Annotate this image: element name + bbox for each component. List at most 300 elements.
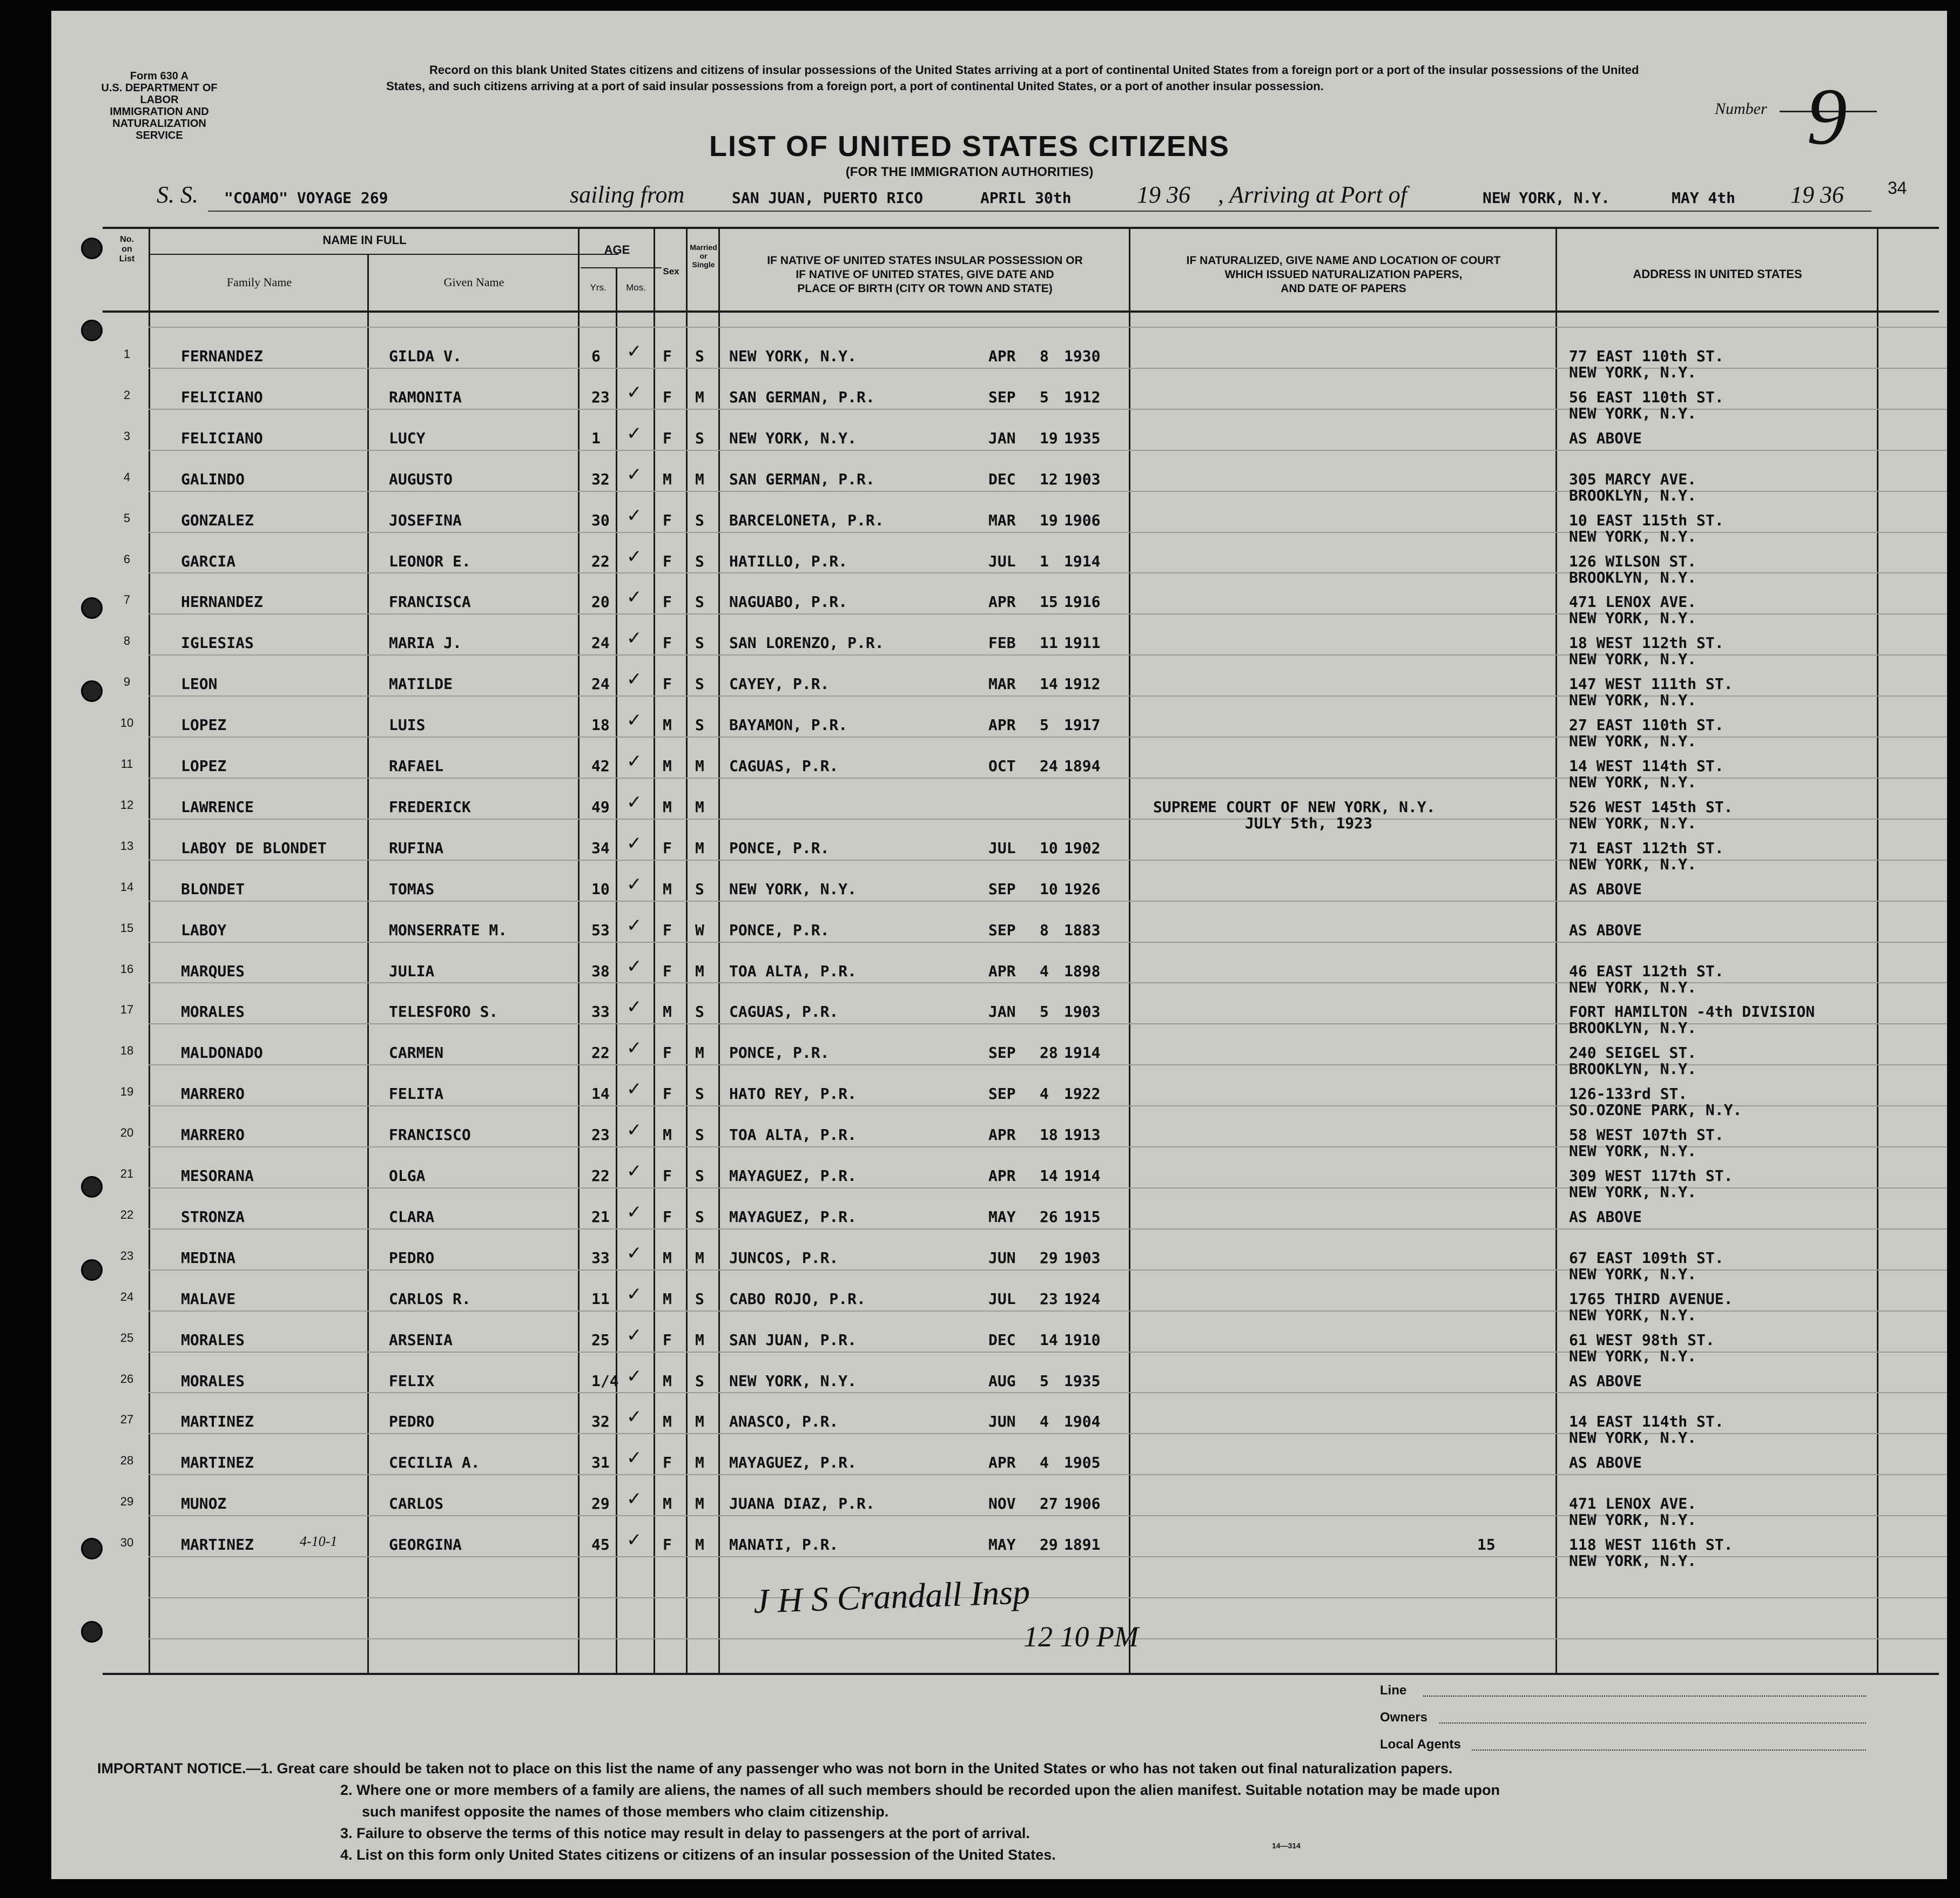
address-line-2: SO.OZONE PARK, N.Y. xyxy=(1569,1101,1742,1119)
birth-place: NAGUABO, P.R. xyxy=(729,593,848,611)
address-line-2: NEW YORK, N.Y. xyxy=(1569,363,1697,381)
table-row xyxy=(51,829,1947,873)
family-name: GONZALEZ xyxy=(181,511,254,529)
age-years: 18 xyxy=(591,716,610,734)
header-name-in-full: NAME IN FULL xyxy=(322,233,407,247)
birth-year: 1903 xyxy=(1064,470,1101,488)
table-row xyxy=(51,747,1947,791)
age-years: 32 xyxy=(591,470,610,488)
birth-month: NOV xyxy=(988,1495,1016,1513)
given-name: CARLOS R. xyxy=(389,1289,471,1308)
given-name: TELESFORO S. xyxy=(389,1003,499,1021)
birth-place: ANASCO, P.R. xyxy=(729,1413,839,1431)
address-line-2: NEW YORK, N.Y. xyxy=(1569,1142,1697,1160)
birth-month: AUG xyxy=(988,1372,1016,1390)
age-years: 45 xyxy=(591,1536,610,1554)
family-name: MALDONADO xyxy=(181,1044,263,1062)
binder-hole xyxy=(81,238,103,259)
family-name: FELICIANO xyxy=(181,429,263,447)
address-line-1: 305 MARCY AVE. xyxy=(1569,470,1697,488)
family-name: LEON xyxy=(181,675,218,693)
birth-place: PONCE, P.R. xyxy=(729,1044,830,1062)
family-name: LAWRENCE xyxy=(181,798,254,816)
row-number: 26 xyxy=(120,1372,134,1386)
birth-place: SAN GERMAN, P.R. xyxy=(729,470,875,488)
row-number: 20 xyxy=(120,1126,134,1140)
notice-lead: IMPORTANT NOTICE.—1. xyxy=(97,1760,273,1777)
birth-month: FEB xyxy=(988,634,1016,652)
age-months: ✓ xyxy=(627,1488,642,1510)
sex: M xyxy=(663,1413,672,1431)
address-line-2: AS ABOVE xyxy=(1569,429,1642,447)
marital-status: M xyxy=(695,1536,704,1554)
sex: F xyxy=(663,1044,672,1062)
sailing-from-label: sailing from xyxy=(570,181,685,208)
family-name: STRONZA xyxy=(181,1207,245,1226)
family-name: MARRERO xyxy=(181,1085,245,1103)
form-number-block xyxy=(100,70,219,141)
age-months: ✓ xyxy=(627,751,642,772)
given-name: OLGA xyxy=(389,1167,426,1185)
address-line-1: 240 SEIGEL ST. xyxy=(1569,1044,1697,1062)
address-line-2: NEW YORK, N.Y. xyxy=(1569,1306,1697,1324)
age-years: 22 xyxy=(591,1167,610,1185)
birth-place: TOA ALTA, P.R. xyxy=(729,1126,857,1144)
row-number: 25 xyxy=(120,1330,134,1345)
sex: M xyxy=(663,470,672,488)
birth-month: JAN xyxy=(988,429,1016,447)
age-months: ✓ xyxy=(627,1201,642,1223)
sex: F xyxy=(663,1085,672,1103)
marital-status: S xyxy=(695,593,704,611)
row-number: 28 xyxy=(120,1454,134,1468)
age-years: 23 xyxy=(591,388,610,406)
table-row xyxy=(51,624,1947,668)
birth-day: 24 xyxy=(1040,757,1058,775)
family-name: FELICIANO xyxy=(181,388,263,406)
row-number: 7 xyxy=(123,593,131,607)
birth-place: TOA ALTA, P.R. xyxy=(729,962,857,980)
age-months: ✓ xyxy=(627,1242,642,1264)
header-years: Yrs. xyxy=(590,282,607,293)
row-number: 17 xyxy=(120,1003,134,1017)
birth-month: SEP xyxy=(988,1085,1016,1103)
family-name: MARQUES xyxy=(181,962,245,980)
family-name: MORALES xyxy=(181,1330,245,1349)
age-years: 34 xyxy=(591,839,610,857)
birth-day: 14 xyxy=(1040,675,1058,693)
line-label: Line xyxy=(1380,1683,1407,1698)
header-family-name: Family Name xyxy=(226,275,292,289)
row-number: 27 xyxy=(120,1413,134,1427)
marital-status: S xyxy=(695,1167,704,1185)
age-months: ✓ xyxy=(627,1078,642,1100)
family-name: MARRERO xyxy=(181,1126,245,1144)
marital-status: M xyxy=(695,962,704,980)
birth-year: 1926 xyxy=(1064,880,1101,898)
address-line-1: 14 WEST 114th ST. xyxy=(1569,757,1724,775)
table-row xyxy=(51,1116,1947,1160)
header-married-single: Married or Single xyxy=(690,243,717,269)
birth-year: 1915 xyxy=(1064,1207,1101,1226)
address-line-1: 1765 THIRD AVENUE. xyxy=(1569,1289,1733,1308)
agency-line-1: IMMIGRATION AND xyxy=(110,106,209,118)
birth-month: JUL xyxy=(988,552,1016,570)
age-years: 10 xyxy=(591,880,610,898)
age-months: ✓ xyxy=(627,422,642,444)
row-number: 22 xyxy=(120,1207,134,1221)
birth-month: APR xyxy=(988,716,1016,734)
age-years: 32 xyxy=(591,1413,610,1431)
arriving-label: , Arriving at Port of xyxy=(1218,181,1407,208)
sex: F xyxy=(663,1330,672,1349)
given-name: LUCY xyxy=(389,429,426,447)
marital-status: M xyxy=(695,1413,704,1431)
birth-year: 1916 xyxy=(1064,593,1101,611)
birth-year: 1935 xyxy=(1064,1372,1101,1390)
age-months: ✓ xyxy=(627,627,642,650)
sex: M xyxy=(663,1372,672,1390)
birth-day: 12 xyxy=(1040,470,1058,488)
signature-time: 12 10 PM xyxy=(1023,1620,1139,1653)
birth-day: 14 xyxy=(1040,1167,1058,1185)
birth-place: NEW YORK, N.Y. xyxy=(729,880,857,898)
birth-month: MAR xyxy=(988,511,1016,529)
family-name: LOPEZ xyxy=(181,757,227,775)
marital-status: S xyxy=(695,511,704,529)
age-months: ✓ xyxy=(627,545,642,568)
age-years: 22 xyxy=(591,1044,610,1062)
family-name: LABOY DE BLONDET xyxy=(181,839,327,857)
row-number: 16 xyxy=(120,962,134,976)
birth-month: APR xyxy=(988,1454,1016,1472)
marital-status: M xyxy=(695,1495,704,1513)
age-years: 1 xyxy=(591,429,601,447)
birth-day: 19 xyxy=(1040,511,1058,529)
family-name: IGLESIAS xyxy=(181,634,254,652)
address-line-1: 126 WILSON ST. xyxy=(1569,552,1697,570)
given-name: PEDRO xyxy=(389,1248,435,1267)
birth-year: 1883 xyxy=(1064,921,1101,939)
row-number: 10 xyxy=(120,716,134,730)
age-months: ✓ xyxy=(627,586,642,609)
birth-place: CAGUAS, P.R. xyxy=(729,1003,839,1021)
agents-label: Local Agents xyxy=(1380,1737,1461,1752)
table-row xyxy=(51,993,1947,1037)
notice-2b: such manifest opposite the names of those members who claim citizenship. xyxy=(362,1804,889,1820)
family-name: BLONDET xyxy=(181,880,245,898)
address-line-1: 526 WEST 145th ST. xyxy=(1569,798,1733,816)
row-number: 3 xyxy=(123,429,131,443)
marital-status: S xyxy=(695,1372,704,1390)
header-sex: Sex xyxy=(663,266,679,276)
sailing-port: SAN JUAN, PUERTO RICO xyxy=(732,189,924,207)
age-years: 31 xyxy=(591,1454,610,1472)
address-line-2: NEW YORK, N.Y. xyxy=(1569,773,1697,791)
birth-day: 5 xyxy=(1040,1372,1049,1390)
row-number: 1 xyxy=(123,347,131,361)
marital-status: S xyxy=(695,429,704,447)
sex: M xyxy=(663,1003,672,1021)
sailing-year: 19 36 xyxy=(1137,181,1190,208)
header-birth: IF NATIVE OF UNITED STATES INSULAR POSSESSION OR IF NATIVE OF UNITED STATES, GIVE DATE AND PLACE OF BIRTH (CITY OR TOWN AND STATE) xyxy=(767,254,1083,295)
birth-month: SEP xyxy=(988,921,1016,939)
table-row xyxy=(51,337,1947,379)
given-name: FRANCISCA xyxy=(389,593,471,611)
address-line-2: AS ABOVE xyxy=(1569,1454,1642,1472)
birth-place: NEW YORK, N.Y. xyxy=(729,347,857,365)
marital-status: S xyxy=(695,1207,704,1226)
voyage-underline xyxy=(208,211,1871,212)
given-name: MATILDE xyxy=(389,675,453,693)
given-name: RAFAEL xyxy=(389,757,444,775)
birth-year: 1917 xyxy=(1064,716,1101,734)
family-name: LOPEZ xyxy=(181,716,227,734)
table-row xyxy=(51,1362,1947,1403)
given-name: LUIS xyxy=(389,716,426,734)
ship-name: "COAMO" VOYAGE 269 xyxy=(224,189,388,207)
table-row xyxy=(51,1444,1947,1485)
given-name: AUGUSTO xyxy=(389,470,453,488)
table-row xyxy=(51,1034,1947,1078)
birth-month: JUL xyxy=(988,839,1016,857)
family-name: MARTINEZ xyxy=(181,1413,254,1431)
family-name: MARTINEZ xyxy=(181,1536,254,1554)
birth-year: 1914 xyxy=(1064,552,1101,570)
marital-status: S xyxy=(695,1126,704,1144)
address-line-1: 18 WEST 112th ST. xyxy=(1569,634,1724,652)
age-years: 29 xyxy=(591,1495,610,1513)
header-no-on-list: No. on List xyxy=(119,235,135,264)
table-row xyxy=(51,379,1947,420)
birth-place: HATO REY, P.R. xyxy=(729,1085,857,1103)
owners-field xyxy=(1439,1723,1866,1724)
given-name: GEORGINA xyxy=(389,1536,462,1554)
table-row xyxy=(51,706,1947,751)
given-name: MONSERRATE M. xyxy=(389,921,508,939)
address-line-1: 71 EAST 112th ST. xyxy=(1569,839,1724,857)
sex: M xyxy=(663,1289,672,1308)
address-line-2: NEW YORK, N.Y. xyxy=(1569,1552,1697,1570)
age-years: 49 xyxy=(591,798,610,816)
age-months: ✓ xyxy=(627,791,642,813)
arrival-port: NEW YORK, N.Y. xyxy=(1483,189,1611,207)
table-row xyxy=(51,953,1947,994)
table-row xyxy=(51,665,1947,710)
table-top-border xyxy=(103,227,1939,229)
address-line-2: NEW YORK, N.Y. xyxy=(1569,691,1697,710)
row-number: 12 xyxy=(120,798,134,812)
marital-status: M xyxy=(695,1044,704,1062)
number-value: 9 xyxy=(1807,72,1847,161)
birth-month: DEC xyxy=(988,1330,1016,1349)
age-years: 22 xyxy=(591,552,610,570)
marital-status: M xyxy=(695,470,704,488)
birth-year: 1912 xyxy=(1064,388,1101,406)
birth-year: 1903 xyxy=(1064,1248,1101,1267)
marital-status: S xyxy=(695,1085,704,1103)
birth-place: CAYEY, P.R. xyxy=(729,675,830,693)
ruled-line xyxy=(149,327,1947,328)
table-row xyxy=(51,1075,1947,1119)
notice-4: 4. List on this form only United States citizens or citizens of an insular possession of the United States. xyxy=(340,1847,1056,1863)
arrival-year: 19 36 xyxy=(1790,181,1844,208)
birth-year: 1913 xyxy=(1064,1126,1101,1144)
birth-place: MAYAGUEZ, P.R. xyxy=(729,1207,857,1226)
birth-day: 8 xyxy=(1040,921,1049,939)
sex: F xyxy=(663,1207,672,1226)
birth-year: 1911 xyxy=(1064,634,1101,652)
given-name: GILDA V. xyxy=(389,347,462,365)
address-line-2: BROOKLYN, N.Y. xyxy=(1569,568,1697,586)
birth-month: MAR xyxy=(988,675,1016,693)
age-months: ✓ xyxy=(627,504,642,526)
address-line-1: 14 EAST 114th ST. xyxy=(1569,1413,1724,1431)
sex: M xyxy=(663,798,672,816)
family-name: MORALES xyxy=(181,1003,245,1021)
marital-status: S xyxy=(695,880,704,898)
birth-month: MAY xyxy=(988,1536,1016,1554)
birth-year: 1914 xyxy=(1064,1044,1101,1062)
birth-day: 29 xyxy=(1040,1536,1058,1554)
family-name: LABOY xyxy=(181,921,227,939)
row-number: 8 xyxy=(123,634,131,648)
header-naturalized: IF NATURALIZED, GIVE NAME AND LOCATION OF COURT WHICH ISSUED NATURALIZATION PAPERS, AND DATE OF PAPERS xyxy=(1186,254,1501,295)
age-years: 24 xyxy=(591,634,610,652)
birth-day: 4 xyxy=(1040,1454,1049,1472)
age-months: ✓ xyxy=(627,710,642,732)
birth-year: 1930 xyxy=(1064,347,1101,365)
row-number: 13 xyxy=(120,839,134,853)
header-months: Mos. xyxy=(626,282,646,293)
birth-day: 19 xyxy=(1040,429,1058,447)
marital-status: S xyxy=(695,634,704,652)
table-row xyxy=(51,420,1947,461)
age-months: ✓ xyxy=(627,381,642,403)
birth-day: 4 xyxy=(1040,962,1049,980)
birth-year: 1904 xyxy=(1064,1413,1101,1431)
birth-month: JUN xyxy=(988,1413,1016,1431)
sex: F xyxy=(663,921,672,939)
address-line-1: 56 EAST 110th ST. xyxy=(1569,388,1724,406)
form-subtitle: (FOR THE IMMIGRATION AUTHORITIES) xyxy=(845,165,1094,179)
age-months: ✓ xyxy=(627,341,642,362)
address-line-2: BROOKLYN, N.Y. xyxy=(1569,1060,1697,1078)
birth-day: 5 xyxy=(1040,388,1049,406)
address-line-1: 58 WEST 107th ST. xyxy=(1569,1126,1724,1144)
given-name: FELIX xyxy=(389,1372,435,1390)
birth-year: 1906 xyxy=(1064,511,1101,529)
given-name: FREDERICK xyxy=(389,798,471,816)
birth-day: 27 xyxy=(1040,1495,1058,1513)
family-name: MEDINA xyxy=(181,1248,236,1267)
address-line-2: NEW YORK, N.Y. xyxy=(1569,732,1697,751)
address-line-1: 309 WEST 117th ST. xyxy=(1569,1167,1733,1185)
address-line-2: BROOKLYN, N.Y. xyxy=(1569,486,1697,504)
header-age: AGE xyxy=(604,243,630,256)
birth-place: NEW YORK, N.Y. xyxy=(729,1372,857,1390)
address-line-2: NEW YORK, N.Y. xyxy=(1569,1511,1697,1529)
marital-status: M xyxy=(695,388,704,406)
family-name: GALINDO xyxy=(181,470,245,488)
address-line-2: NEW YORK, N.Y. xyxy=(1569,1265,1697,1283)
table-row xyxy=(51,1157,1947,1201)
marital-status: S xyxy=(695,716,704,734)
age-years: 1/4 xyxy=(591,1372,619,1390)
birth-day: 23 xyxy=(1040,1289,1058,1308)
birth-place: MANATI, P.R. xyxy=(729,1536,839,1554)
row-number: 5 xyxy=(123,511,131,525)
age-months: ✓ xyxy=(627,873,642,895)
naturalization-date: JULY 5th, 1923 xyxy=(1245,814,1373,832)
row-number: 9 xyxy=(123,675,131,689)
age-years: 14 xyxy=(591,1085,610,1103)
row-number: 19 xyxy=(120,1085,134,1099)
row-number: 11 xyxy=(120,757,133,771)
given-name: FELITA xyxy=(389,1085,444,1103)
age-months: ✓ xyxy=(627,1037,642,1059)
birth-day: 5 xyxy=(1040,1003,1049,1021)
sex: M xyxy=(663,757,672,775)
age-months: ✓ xyxy=(627,1365,642,1387)
birth-month: SEP xyxy=(988,388,1016,406)
family-name: MALAVE xyxy=(181,1289,236,1308)
address-line-2: NEW YORK, N.Y. xyxy=(1569,1429,1697,1447)
page-number: 34 xyxy=(1888,178,1907,198)
birth-place: HATILLO, P.R. xyxy=(729,552,848,570)
address-line-2: AS ABOVE xyxy=(1569,1372,1642,1390)
birth-place: SAN JUAN, P.R. xyxy=(729,1330,857,1349)
birth-place: PONCE, P.R. xyxy=(729,839,830,857)
age-header-split xyxy=(581,267,662,268)
sex: M xyxy=(663,1126,672,1144)
form-instructions: Record on this blank United States citizens and citizens of insular possessions of the United States arriving at a port of continental United States from a foreign port or a port of the insular possessions of the United States, and such citizens arriving at a port of said insular possessions from a foreign port, a port of continental United States, or a port of another insular possession. xyxy=(386,63,1639,93)
age-years: 11 xyxy=(591,1289,610,1308)
birth-day: 10 xyxy=(1040,880,1058,898)
sex: F xyxy=(663,429,672,447)
table-row xyxy=(51,461,1947,502)
given-name: CARMEN xyxy=(389,1044,444,1062)
sex: F xyxy=(663,634,672,652)
age-years: 33 xyxy=(591,1003,610,1021)
birth-day: 5 xyxy=(1040,716,1049,734)
birth-place: PONCE, P.R. xyxy=(729,921,830,939)
birth-day: 15 xyxy=(1040,593,1058,611)
sex: M xyxy=(663,880,672,898)
age-months: ✓ xyxy=(627,1447,642,1469)
table-row xyxy=(51,788,1947,832)
family-name: HERNANDEZ xyxy=(181,593,263,611)
sex: F xyxy=(663,1536,672,1554)
marital-status: M xyxy=(695,1454,704,1472)
address-line-2: NEW YORK, N.Y. xyxy=(1569,1183,1697,1201)
family-name: MORALES xyxy=(181,1372,245,1390)
age-years: 38 xyxy=(591,962,610,980)
table-row xyxy=(51,1280,1947,1324)
age-years: 20 xyxy=(591,593,610,611)
notice-2a: 2. Where one or more members of a family are aliens, the names of all such members should be recorded upon the alien manifest. Suitable notation may be made upon xyxy=(340,1782,1500,1798)
birth-month: JAN xyxy=(988,1003,1016,1021)
age-years: 21 xyxy=(591,1207,610,1226)
birth-year: 1910 xyxy=(1064,1330,1101,1349)
birth-year: 1924 xyxy=(1064,1289,1101,1308)
row-number: 29 xyxy=(120,1495,134,1509)
address-line-2: NEW YORK, N.Y. xyxy=(1569,650,1697,668)
marital-status: S xyxy=(695,675,704,693)
address-line-2: AS ABOVE xyxy=(1569,1207,1642,1226)
sex: F xyxy=(663,839,672,857)
given-name: ARSENIA xyxy=(389,1330,453,1349)
